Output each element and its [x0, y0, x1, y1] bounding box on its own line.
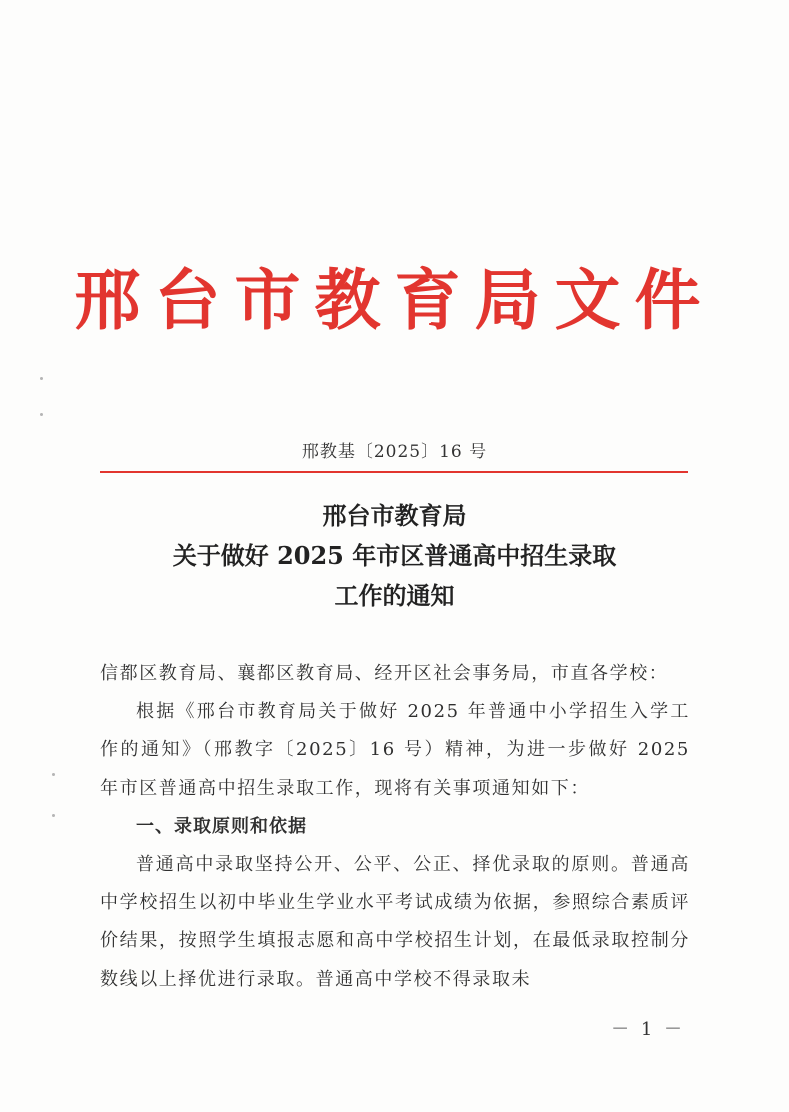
- paragraph-principles: 普通高中录取坚持公开、公平、公正、择优录取的原则。普通高中学校招生以初中毕业生学业水平考试成绩为依据，参照综合素质评价结果，按照学生填报志愿和高中学校招生计划，在最低录取控制分数线以上择优进行录取。普通高中学校不得录取未: [100, 854, 690, 990]
- document-masthead: 邢台市教育局文件: [74, 261, 715, 339]
- margin-dot: [40, 377, 43, 380]
- page-number: － 1 －: [611, 1019, 685, 1040]
- paragraph-intro: 根据《邢台市教育局关于做好 2025 年普通中小学招生入学工作的通知》（邢教字〔2025〕16 号）精神，为进一步做好 2025 年市区普通高中招生录取工作，现将有关事项通知如下：: [100, 701, 690, 799]
- margin-dot: [40, 413, 43, 416]
- red-divider-line: [100, 471, 688, 473]
- title-line-1: 邢台市教育局: [322, 501, 467, 530]
- margin-dot: [52, 773, 55, 776]
- title-line-3: 工作的通知: [334, 581, 455, 610]
- title-line-2: 关于做好 2025 年市区普通高中招生录取: [172, 541, 617, 570]
- margin-dot: [52, 814, 55, 817]
- document-body: [100, 655, 690, 999]
- addressee-line: 信都区教育局、襄都区教育局、经开区社会事务局，市直各学校：: [100, 663, 669, 684]
- notice-title: [0, 496, 789, 616]
- document-number: 邢教基〔2025〕16 号: [301, 442, 488, 462]
- section-heading-1: 一、录取原则和依据: [136, 815, 307, 837]
